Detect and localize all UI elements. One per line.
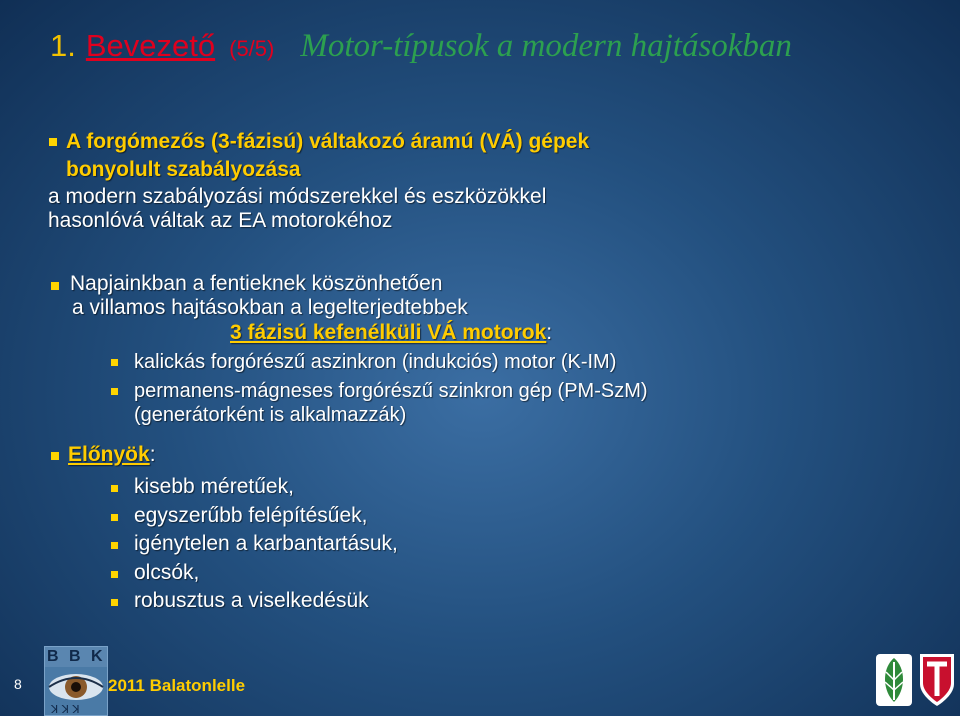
eye-icon bbox=[45, 667, 107, 715]
bullet-icon bbox=[111, 388, 118, 395]
footer-text: 2011 Balatonlelle bbox=[108, 676, 246, 695]
bullet-icon bbox=[111, 599, 118, 606]
section1-line2: bonyolult szabályozása bbox=[66, 158, 301, 181]
list-item: permanens-mágneses forgórészű szinkron gép (PM-SzM) bbox=[134, 380, 648, 402]
heading-suffix: : bbox=[149, 443, 156, 466]
list-item: egyszerűbb felépítésűek, bbox=[134, 504, 368, 527]
section3-heading bbox=[68, 442, 156, 468]
bbk-logo bbox=[44, 646, 108, 716]
section1-line4: hasonlóvá váltak az EA motorokéhoz bbox=[48, 209, 393, 232]
bullet-icon bbox=[51, 452, 59, 460]
title-subtitle: Motor-típusok a modern hajtásokban bbox=[300, 28, 792, 64]
section2-highlight bbox=[230, 320, 552, 346]
list-item: olcsók, bbox=[134, 561, 200, 584]
list-item: robusztus a viselkedésük bbox=[134, 589, 369, 612]
title-main-link[interactable]: Bevezető bbox=[85, 28, 216, 63]
list-item: kalickás forgórészű aszinkron (indukciós) motor (K-IM) bbox=[134, 351, 617, 373]
list-item: kisebb méretűek, bbox=[134, 475, 294, 498]
leaf-logo-icon bbox=[876, 654, 912, 706]
section1-line1: A forgómezős (3-fázisú) váltakozó áramú (VÁ) gépek bbox=[66, 130, 590, 153]
title-part-indicator: (5/5) bbox=[229, 36, 275, 61]
advantages-link[interactable]: Előnyök bbox=[68, 443, 150, 466]
section2-line2: a villamos hajtásokban a legelterjedtebbek bbox=[72, 296, 468, 319]
bullet-icon bbox=[111, 542, 118, 549]
page-number: 8 bbox=[14, 676, 22, 692]
bullet-icon bbox=[111, 514, 118, 521]
highlight-suffix: : bbox=[546, 321, 553, 344]
university-logos bbox=[874, 650, 958, 715]
bullet-icon bbox=[51, 282, 59, 290]
bullet-icon bbox=[111, 359, 118, 366]
motor-types-link[interactable]: 3 fázisú kefenélküli VÁ motorok bbox=[230, 321, 547, 344]
section2-line1: Napjainkban a fentieknek köszönhetően bbox=[70, 272, 443, 295]
list-item: igénytelen a karbantartásuk, bbox=[134, 532, 398, 555]
section1-line3: a modern szabályozási módszerekkel és eszközökkel bbox=[48, 185, 547, 208]
slide-title bbox=[50, 28, 792, 78]
title-number: 1. bbox=[50, 28, 76, 63]
list-item: (generátorként is alkalmazzák) bbox=[134, 404, 407, 426]
svg-text:ꓘ ꓘ ꓘ: ꓘ ꓘ ꓘ bbox=[51, 703, 80, 715]
bullet-icon bbox=[49, 138, 57, 146]
bullet-icon bbox=[111, 485, 118, 492]
bbk-logo-letters: B B K bbox=[47, 648, 106, 665]
shield-logo-icon bbox=[920, 654, 954, 706]
bullet-icon bbox=[111, 571, 118, 578]
